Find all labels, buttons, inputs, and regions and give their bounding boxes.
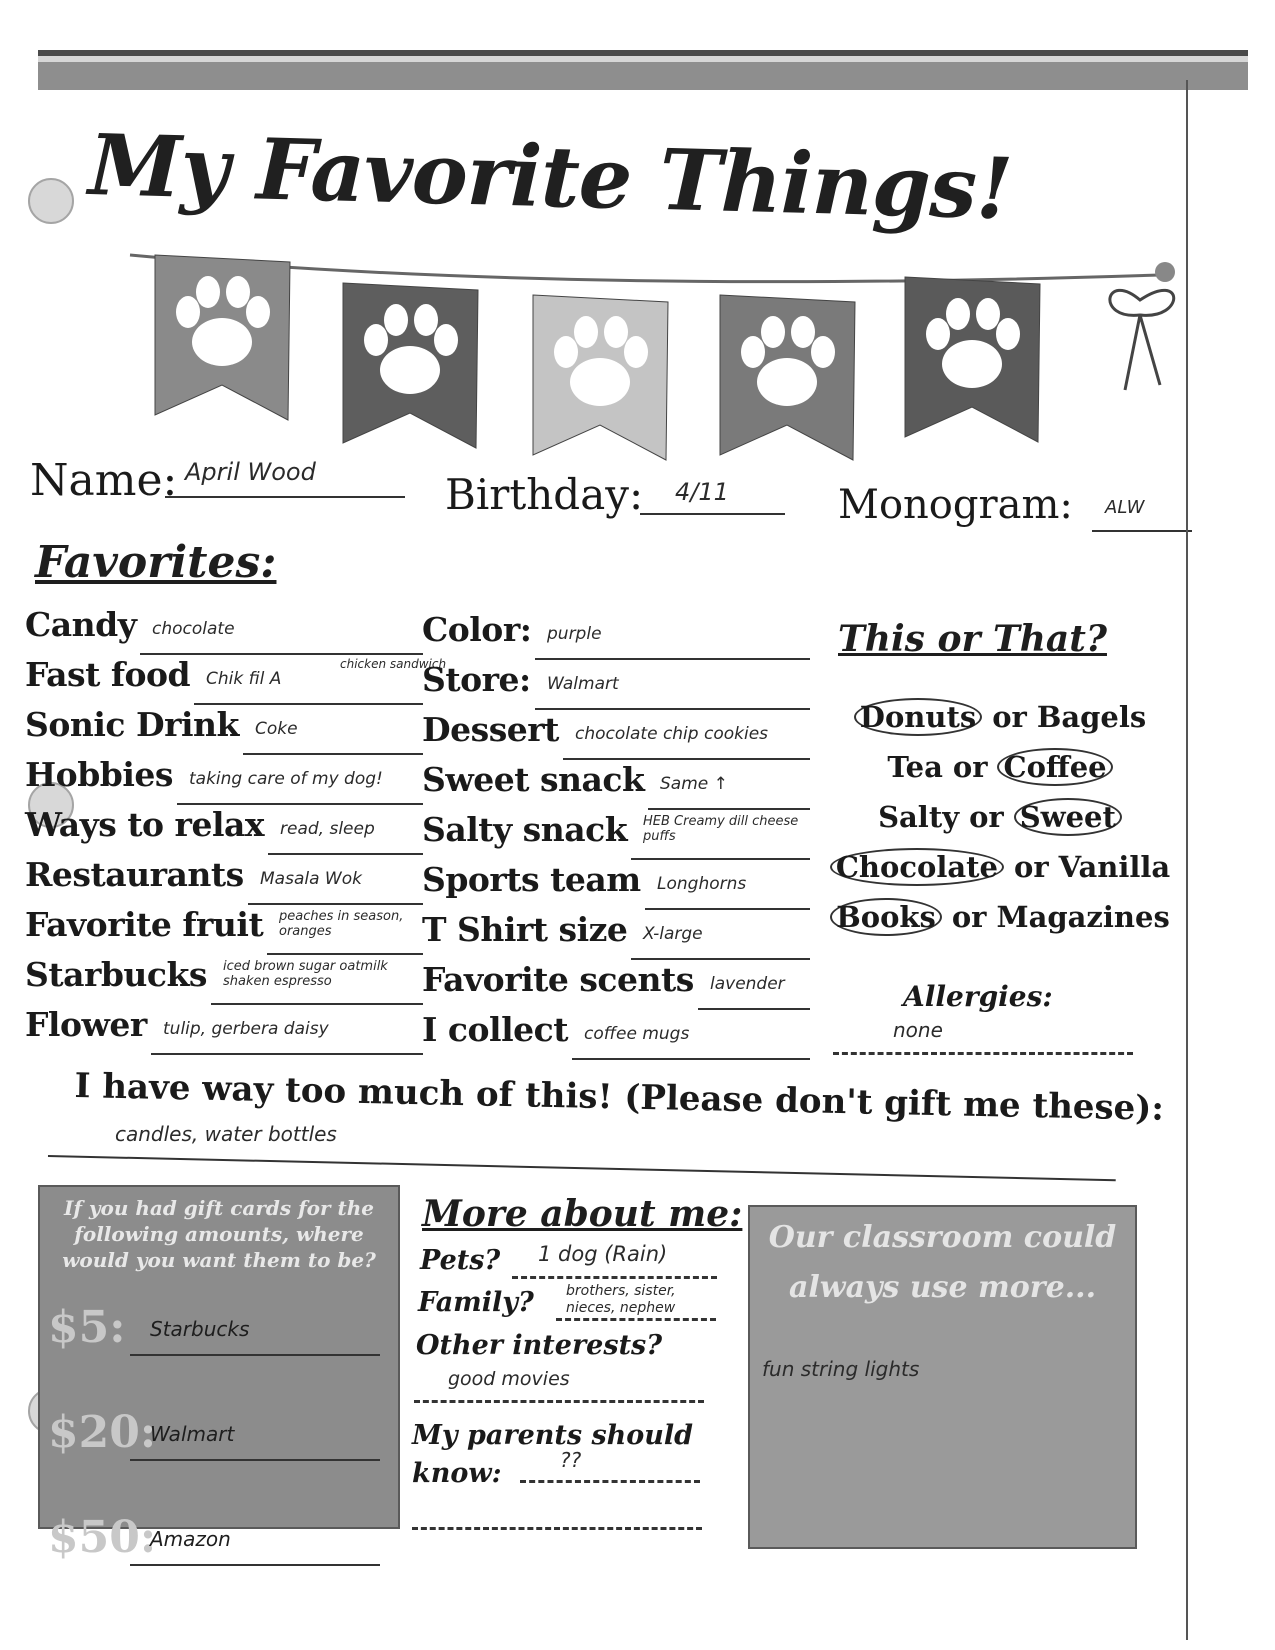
name-line bbox=[165, 496, 405, 498]
favorite-label: Ways to relax bbox=[25, 805, 265, 844]
too-much-line bbox=[48, 1155, 1116, 1181]
or-word: or bbox=[951, 900, 987, 934]
favorite-label: Color: bbox=[422, 610, 532, 649]
favorite-row bbox=[25, 655, 447, 705]
favorite-value: chocolate bbox=[152, 619, 235, 639]
favorite-value: read, sleep bbox=[280, 819, 375, 839]
paw-print-icon bbox=[150, 250, 295, 425]
favorite-value: coffee mugs bbox=[584, 1024, 690, 1044]
option-b: Bagels bbox=[1036, 700, 1147, 734]
too-much-label: I have way too much of this! (Please don't gift me these): bbox=[74, 1066, 1165, 1129]
paw-pennant bbox=[715, 290, 860, 465]
favorite-label: Favorite fruit bbox=[25, 905, 264, 944]
classroom-box bbox=[748, 1205, 1137, 1549]
favorite-value: HEB Creamy dill cheese puffs bbox=[643, 814, 799, 844]
option-a: Chocolate bbox=[830, 848, 1004, 886]
option-a: Donuts bbox=[854, 698, 982, 736]
paw-print-icon bbox=[900, 272, 1045, 447]
favorite-label: I collect bbox=[422, 1010, 568, 1049]
gift-card-place: Walmart bbox=[150, 1422, 235, 1446]
paw-print-icon bbox=[528, 290, 673, 465]
favorite-value: Masala Wok bbox=[260, 869, 362, 889]
favorites-left-column bbox=[25, 605, 447, 1065]
parents-label: My parents should know: bbox=[412, 1420, 694, 1489]
family-value: brothers, sister, nieces, nephew bbox=[566, 1283, 676, 1316]
favorite-label: Sports team bbox=[422, 860, 641, 899]
favorite-label: Starbucks bbox=[25, 955, 207, 994]
paw-print-icon bbox=[338, 278, 483, 453]
option-b: Sweet bbox=[1014, 798, 1122, 836]
gift-card-amount: $5: bbox=[48, 1302, 126, 1353]
name-value: April Wood bbox=[185, 458, 316, 486]
gift-cards-box bbox=[38, 1185, 400, 1563]
option-a: Books bbox=[830, 898, 942, 936]
more-about-heading: More about me: bbox=[422, 1193, 743, 1235]
family-label: Family? bbox=[418, 1287, 534, 1318]
this-or-that-list bbox=[820, 700, 1180, 950]
favorite-row bbox=[422, 760, 812, 810]
this-or-that-item bbox=[820, 800, 1180, 834]
favorite-value: peaches in season, oranges bbox=[279, 909, 404, 939]
favorite-value: tulip, gerbera daisy bbox=[163, 1019, 329, 1039]
option-b: Coffee bbox=[997, 748, 1112, 786]
favorite-row bbox=[25, 955, 425, 1005]
favorite-row bbox=[422, 960, 812, 1010]
favorite-note: chicken sandwich bbox=[340, 657, 447, 671]
right-edge-line bbox=[1186, 80, 1188, 1640]
this-or-that-item bbox=[820, 700, 1180, 734]
allergies-value: none bbox=[893, 1018, 943, 1042]
allergies-label: Allergies: bbox=[903, 980, 1053, 1013]
birthday-label: Birthday: bbox=[445, 470, 644, 519]
favorite-row bbox=[422, 910, 812, 960]
favorite-label: Sweet snack bbox=[422, 760, 645, 799]
pets-line bbox=[512, 1276, 717, 1279]
this-or-that-item bbox=[820, 900, 1180, 934]
bow-icon bbox=[1085, 260, 1195, 400]
favorite-line bbox=[151, 1053, 423, 1055]
favorite-row bbox=[422, 810, 812, 860]
parents-value: ?? bbox=[560, 1448, 582, 1472]
favorite-row bbox=[422, 660, 812, 710]
favorite-row bbox=[25, 755, 425, 805]
favorite-row bbox=[25, 905, 425, 955]
favorite-row bbox=[422, 1010, 812, 1060]
classroom-value: fun string lights bbox=[762, 1357, 920, 1381]
favorite-label: Salty snack bbox=[422, 810, 628, 849]
favorite-value: Walmart bbox=[547, 674, 619, 694]
favorite-label: Dessert bbox=[422, 710, 559, 749]
or-word: or bbox=[1013, 850, 1049, 884]
favorite-label: Restaurants bbox=[25, 855, 244, 894]
parents-line bbox=[520, 1480, 700, 1483]
favorite-value: chocolate chip cookies bbox=[575, 724, 769, 744]
favorite-row bbox=[422, 860, 812, 910]
or-word: or bbox=[992, 700, 1027, 734]
favorites-heading: Favorites: bbox=[35, 537, 277, 588]
monogram-label: Monogram: bbox=[838, 482, 1073, 528]
or-word: or bbox=[969, 800, 1004, 834]
favorite-value: lavender bbox=[710, 974, 785, 994]
or-word: or bbox=[952, 750, 988, 784]
option-b: Magazines bbox=[996, 900, 1170, 934]
favorite-row bbox=[25, 705, 425, 755]
favorite-row bbox=[422, 610, 812, 660]
allergies-line bbox=[833, 1052, 1133, 1055]
favorite-row bbox=[25, 605, 425, 655]
favorite-row bbox=[25, 1005, 425, 1055]
parents-line-2 bbox=[412, 1527, 702, 1530]
pets-label: Pets? bbox=[420, 1245, 501, 1276]
top-border-bar bbox=[38, 50, 1248, 90]
page-title: My Favorite Things! bbox=[87, 115, 1014, 239]
paw-print-icon bbox=[715, 290, 860, 465]
paw-pennant bbox=[900, 272, 1045, 447]
this-or-that-item bbox=[820, 850, 1180, 884]
pets-value: 1 dog (Rain) bbox=[538, 1242, 668, 1266]
family-line bbox=[556, 1318, 716, 1321]
too-much-value: candles, water bottles bbox=[115, 1122, 337, 1146]
paw-pennant bbox=[150, 250, 295, 425]
favorite-row bbox=[25, 855, 425, 905]
this-or-that-item bbox=[820, 750, 1180, 784]
gift-card-place: Amazon bbox=[150, 1527, 231, 1551]
interests-line bbox=[414, 1400, 704, 1403]
birthday-line bbox=[640, 513, 785, 515]
paw-pennant bbox=[338, 278, 483, 453]
gift-card-line bbox=[130, 1459, 380, 1461]
favorite-label: Fast food bbox=[25, 655, 191, 694]
favorite-value: X-large bbox=[643, 924, 703, 944]
gift-card-line bbox=[130, 1564, 380, 1566]
gift-cards-heading: If you had gift cards for the following amounts, where would you want them to be? bbox=[62, 1196, 376, 1272]
favorites-middle-column bbox=[422, 610, 812, 1070]
favorite-label: Hobbies bbox=[25, 755, 173, 794]
favorite-line bbox=[572, 1058, 810, 1060]
option-b: Vanilla bbox=[1058, 850, 1171, 884]
favorite-label: T Shirt size bbox=[422, 910, 628, 949]
favorite-value: Same ↑ bbox=[660, 774, 728, 794]
favorite-value: Coke bbox=[255, 719, 298, 739]
this-or-that-heading: This or That? bbox=[838, 618, 1107, 660]
gift-card-amount: $50: bbox=[48, 1512, 157, 1563]
option-a: Tea bbox=[887, 750, 943, 784]
favorite-value: iced brown sugar oatmilk shaken espresso bbox=[223, 959, 388, 989]
favorite-label: Store: bbox=[422, 660, 531, 699]
monogram-value: ALW bbox=[1105, 497, 1145, 518]
classroom-heading: Our classroom could always use more... bbox=[768, 1220, 1117, 1305]
interests-value: good movies bbox=[448, 1368, 570, 1390]
monogram-line bbox=[1092, 530, 1192, 532]
favorite-label: Sonic Drink bbox=[25, 705, 239, 744]
gift-card-line bbox=[130, 1354, 380, 1356]
paw-pennant bbox=[528, 290, 673, 465]
option-a: Salty bbox=[878, 800, 960, 834]
punch-hole bbox=[28, 178, 74, 224]
favorite-label: Candy bbox=[25, 605, 137, 644]
gift-card-place: Starbucks bbox=[150, 1317, 250, 1341]
interests-label: Other interests? bbox=[416, 1330, 663, 1361]
name-label: Name: bbox=[30, 455, 178, 506]
favorite-value: Chik fil A bbox=[206, 669, 282, 689]
favorite-label: Flower bbox=[25, 1005, 147, 1044]
favorite-value: taking care of my dog! bbox=[189, 769, 383, 789]
gift-card-amount: $20: bbox=[48, 1407, 157, 1458]
favorite-value: purple bbox=[547, 624, 602, 644]
birthday-value: 4/11 bbox=[675, 478, 729, 506]
favorite-row bbox=[422, 710, 812, 760]
favorite-row bbox=[25, 805, 425, 855]
favorite-label: Favorite scents bbox=[422, 960, 694, 999]
favorite-value: Longhorns bbox=[657, 874, 747, 894]
